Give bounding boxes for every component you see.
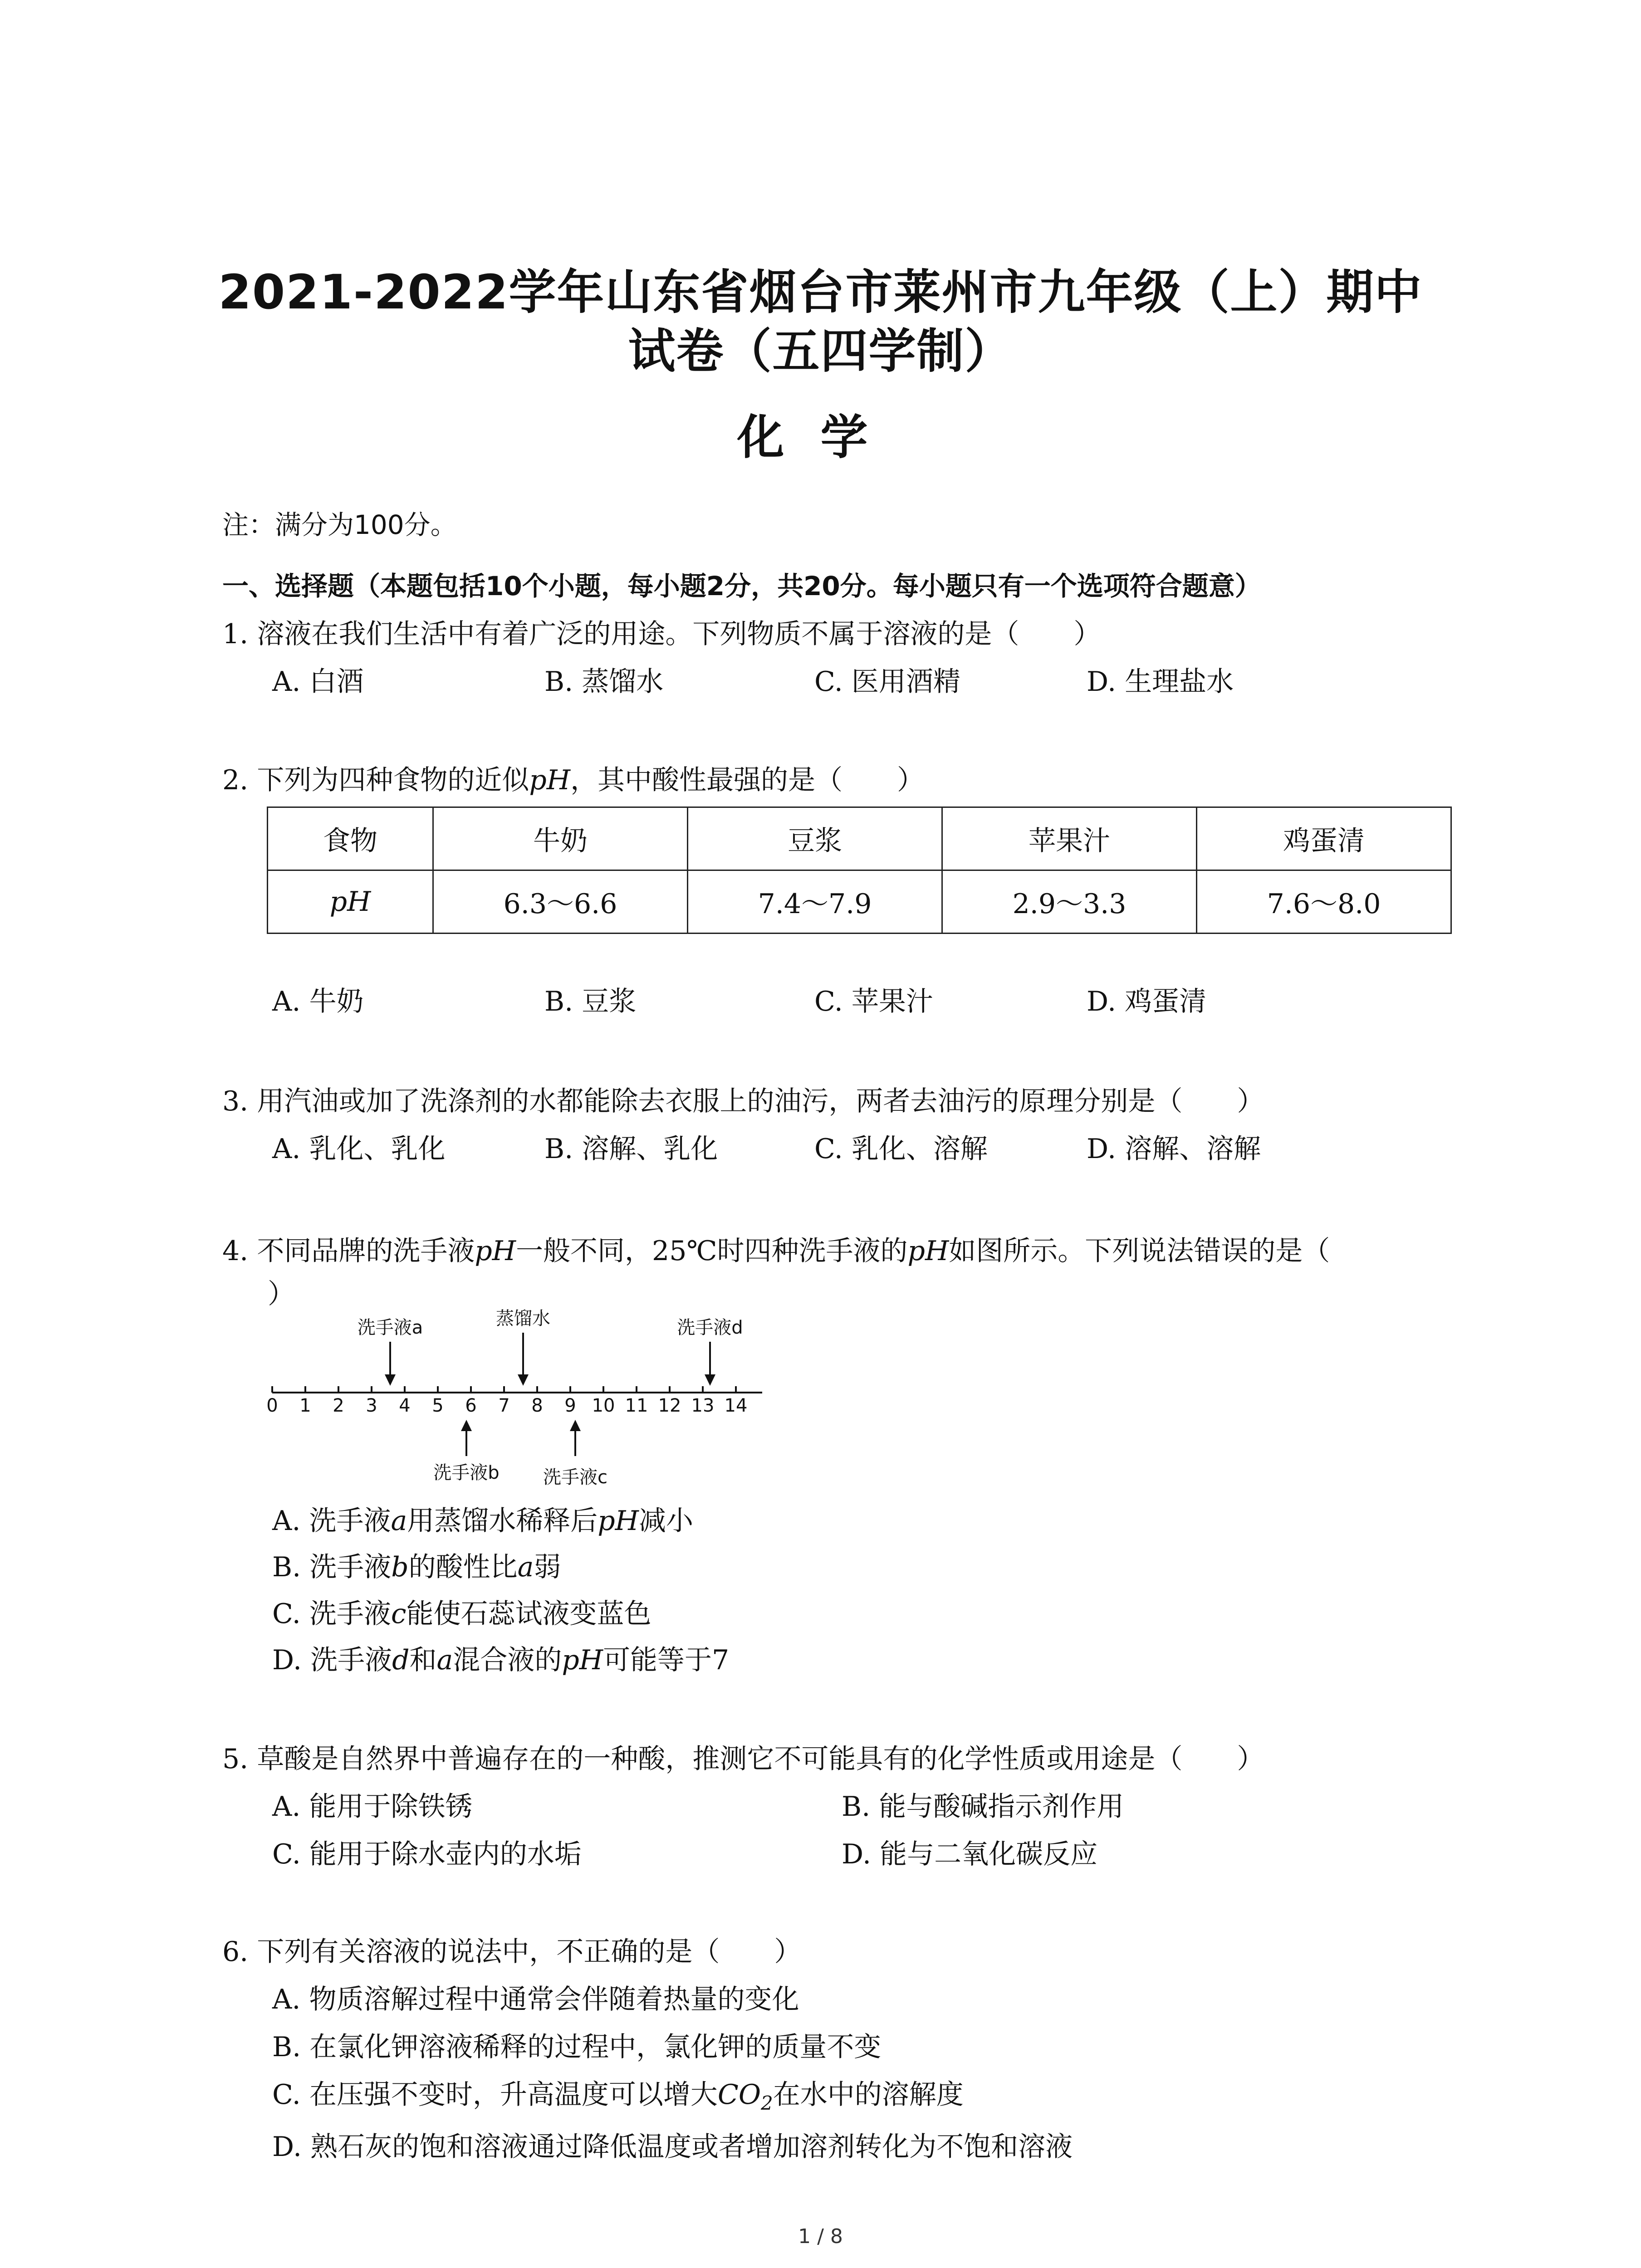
q5-option-c: C. 能用于除水壶内的水垢 — [272, 1838, 582, 1870]
q4c-pre: C. 洗手液 — [272, 1598, 391, 1630]
question-4-stem-line2: ） — [268, 1278, 295, 1310]
q4-stem-part: 一般不同，25℃时四种洗手液的 — [516, 1235, 908, 1267]
number-line-ticks — [266, 1386, 747, 1416]
q1-option-a: A. 白酒 — [272, 666, 364, 698]
q6-option-a: A. 物质溶解过程中通常会伴随着热量的变化 — [272, 1984, 799, 2015]
q3-option-a: A. 乳化、乳化 — [272, 1133, 446, 1165]
ph-table-cell: 7.4～7.9 — [688, 870, 942, 934]
subject-title: 化学 — [737, 410, 904, 465]
label-handwash-c: 洗手液c — [543, 1467, 607, 1488]
q3-option-d: D. 溶解、溶解 — [1087, 1133, 1261, 1165]
q4a-post: 减小 — [639, 1505, 693, 1537]
number-line-tick-label: 5 — [432, 1395, 444, 1416]
ph-table — [267, 807, 1452, 934]
q6c-pre: C. 在压强不变时，升高温度可以增大 — [272, 2079, 718, 2111]
q4-stem-part: 4. 不同品牌的洗手液 — [222, 1235, 475, 1267]
number-line-tick-label: 10 — [592, 1395, 615, 1416]
q4a-mid: 用蒸馏水稀释后 — [407, 1505, 598, 1537]
arrow-c-head — [570, 1420, 581, 1431]
exam-title-line2: 试卷（五四学制） — [628, 323, 1013, 379]
q4b-post: 弱 — [534, 1551, 561, 1583]
q3-option-b: B. 溶解、乳化 — [544, 1133, 718, 1165]
ph-table-value-row — [268, 870, 1451, 934]
question-5-stem: 5. 草酸是自然界中普遍存在的一种酸，推测它不可能具有的化学性质或用途是（ ） — [222, 1743, 1264, 1775]
question-3-stem: 3. 用汽油或加了洗涤剂的水都能除去衣服上的油污，两者去油污的原理分别是（ ） — [222, 1085, 1264, 1117]
q4a-var1: a — [391, 1505, 407, 1537]
number-line-tick-label: 9 — [564, 1395, 576, 1416]
number-line-tick-label: 12 — [658, 1395, 681, 1416]
q4-option-b — [272, 1545, 561, 1584]
ph-table-header-row — [268, 807, 1451, 870]
q2-option-d: D. 鸡蛋清 — [1087, 986, 1207, 1017]
ph-number-line-figure — [263, 1306, 780, 1497]
ph-table-header-cell: 苹果汁 — [942, 807, 1197, 870]
ph-label: pH — [329, 886, 371, 918]
q6-option-d: D. 熟石灰的饱和溶液通过降低温度或者增加溶剂转化为不饱和溶液 — [272, 2131, 1073, 2163]
question-2-stem — [222, 758, 924, 797]
number-line-tick-label: 1 — [299, 1395, 311, 1416]
q6c-sub: 2 — [761, 2092, 773, 2114]
q1-option-d: D. 生理盐水 — [1087, 666, 1234, 698]
q6-option-b: B. 在氯化钾溶液稀释的过程中，氯化钾的质量不变 — [272, 2031, 882, 2063]
arrow-water-head — [518, 1374, 529, 1386]
arrow-b-head — [461, 1420, 472, 1431]
q2-option-a: A. 牛奶 — [272, 986, 364, 1017]
question-4-stem-line1 — [222, 1229, 1330, 1268]
ph-table-header-cell: 豆浆 — [688, 807, 942, 870]
label-distilled-water: 蒸馏水 — [496, 1308, 550, 1329]
question-1-stem: 1. 溶液在我们生活中有着广泛的用途。下列物质不属于溶液的是（ ） — [222, 618, 1101, 650]
q4-stem-var: pH — [475, 1235, 516, 1267]
number-line-tick-label: 4 — [399, 1395, 411, 1416]
number-line-tick-label: 7 — [498, 1395, 510, 1416]
q2-option-c: C. 苹果汁 — [814, 986, 933, 1017]
q4d-var2: a — [436, 1644, 453, 1676]
number-line-tick-label: 11 — [625, 1395, 648, 1416]
number-line-tick-label: 2 — [333, 1395, 344, 1416]
number-line-tick-label: 13 — [691, 1395, 715, 1416]
q4a-pre: A. 洗手液 — [272, 1505, 391, 1537]
number-line-tick-label: 3 — [366, 1395, 377, 1416]
q6-option-c — [272, 2073, 964, 2114]
ph-table-header-cell: 食物 — [268, 807, 433, 870]
ph-table-row-label — [268, 870, 433, 934]
section-1-heading: 一、选择题（本题包括10个小题，每小题2分，共20分。每小题只有一个选项符合题意） — [222, 571, 1261, 601]
arrow-d-head — [705, 1374, 715, 1386]
label-handwash-a: 洗手液a — [357, 1317, 423, 1338]
q4d-var1: d — [392, 1644, 410, 1676]
ph-table-cell: 2.9～3.3 — [942, 870, 1197, 934]
q2-stem-var: pH — [529, 764, 571, 796]
q1-option-c: C. 医用酒精 — [814, 666, 960, 698]
page-number: 1 / 8 — [798, 2225, 843, 2248]
exam-title-line1: 2021-2022学年山东省烟台市莱州市九年级（上）期中 — [218, 264, 1423, 320]
ph-table-header-cell: 牛奶 — [433, 807, 688, 870]
label-handwash-d: 洗手液d — [677, 1317, 743, 1338]
q6c-var: CO — [717, 2079, 761, 2111]
q4c-var1: c — [391, 1598, 407, 1630]
q5-option-d: D. 能与二氧化碳反应 — [842, 1838, 1098, 1870]
q4b-pre: B. 洗手液 — [272, 1551, 392, 1583]
number-line-tick-label: 6 — [465, 1395, 477, 1416]
q5-option-a: A. 能用于除铁锈 — [272, 1791, 473, 1823]
question-6-stem: 6. 下列有关溶液的说法中，不正确的是（ ） — [222, 1936, 802, 1968]
score-note: 注：满分为100分。 — [222, 509, 457, 540]
q4b-mid: 的酸性比 — [408, 1551, 518, 1583]
q4d-post: 混合液的 — [453, 1644, 562, 1676]
q6c-post: 在水中的溶解度 — [773, 2079, 964, 2111]
q4c-mid: 能使石蕊试液变蓝色 — [406, 1598, 652, 1630]
number-line-tick-label: 0 — [266, 1395, 278, 1416]
q4b-var2: a — [517, 1551, 534, 1583]
q3-option-c: C. 乳化、溶解 — [814, 1133, 988, 1165]
arrow-a-head — [385, 1374, 396, 1386]
ph-table-cell: 6.3～6.6 — [433, 870, 688, 934]
q4-option-c — [272, 1592, 652, 1631]
q4-option-a — [272, 1499, 693, 1538]
q4-stem-part: 如图所示。下列说法错误的是（ — [949, 1235, 1330, 1267]
q1-option-b: B. 蒸馏水 — [544, 666, 664, 698]
q4d-mid: 和 — [409, 1644, 437, 1676]
number-line-tick-label: 14 — [724, 1395, 748, 1416]
q5-option-b: B. 能与酸碱指示剂作用 — [842, 1791, 1124, 1823]
q4d-pre: D. 洗手液 — [272, 1644, 392, 1676]
ph-table-cell: 7.6～8.0 — [1197, 870, 1451, 934]
label-handwash-b: 洗手液b — [433, 1462, 500, 1483]
q4d-var3: pH — [562, 1644, 603, 1676]
q4d-tail: 可能等于7 — [603, 1644, 730, 1676]
q4-stem-var: pH — [907, 1235, 949, 1267]
q2-stem-prefix: 2. 下列为四种食物的近似 — [222, 764, 529, 796]
q4-option-d — [272, 1638, 729, 1677]
q4b-var1: b — [391, 1551, 409, 1583]
number-line-tick-label: 8 — [531, 1395, 543, 1416]
q2-option-b: B. 豆浆 — [544, 986, 637, 1017]
q2-stem-suffix: ，其中酸性最强的是（ ） — [570, 764, 925, 796]
q4a-var2: pH — [598, 1505, 639, 1537]
ph-table-header-cell: 鸡蛋清 — [1197, 807, 1451, 870]
